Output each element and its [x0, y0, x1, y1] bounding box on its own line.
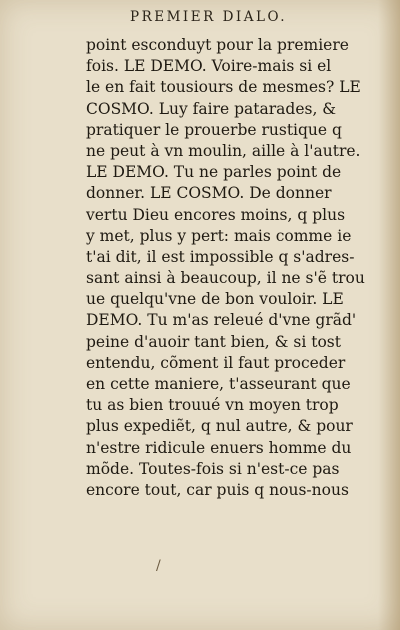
text-line: vertu Dieu encores moins, q plus [86, 205, 346, 224]
gutter-shadow [378, 0, 400, 630]
text-line: en cette maniere, t'asseurant que [86, 375, 351, 393]
text-line: n'estre ridicule enuers homme du [86, 438, 352, 457]
text-line: mõde. Toutes-fois si n'est-ce pas [86, 459, 340, 478]
text-line: tu as bien trouué vn moyen trop [86, 396, 339, 415]
text-line: point esconduyt pour la premiere [86, 36, 349, 54]
body-text [86, 35, 378, 501]
stray-mark: / [156, 558, 161, 574]
text-line: donner. LE COSMO. De donner [86, 184, 332, 203]
text-line: y met, plus y pert: mais comme ie [86, 226, 352, 245]
text-line: encore tout, car puis q nous-nous [86, 480, 349, 499]
text-line: t'ai dit, il est impossible q s'adres- [86, 247, 355, 266]
text-line: sant ainsi à beaucoup, il ne s'ẽ trou [86, 269, 365, 288]
text-line: COSMO. Luy faire patarades, & [86, 99, 337, 118]
text-line: peine d'auoir tant bien, & si tost [86, 332, 341, 351]
text-line: ue quelqu'vne de bon vouloir. LE [86, 290, 344, 309]
text-line: DEMO. Tu m'as releué d'vne grãd' [86, 311, 357, 330]
text-line: entendu, cõment il faut proceder [86, 353, 346, 372]
text-line: plus expediẽt, q nul autre, & pour [86, 417, 353, 436]
text-line: LE DEMO. Tu ne parles point de [86, 163, 342, 182]
text-line: le en fait tousiours de mesmes? LE [86, 78, 361, 97]
running-head: PREMIER DIALO. [130, 9, 288, 25]
text-line: ne peut à vn moulin, aille à l'autre. [86, 141, 361, 160]
text-line: fois. LE DEMO. Voire-mais si el [86, 57, 332, 76]
text-line: pratiquer le prouerbe rustique q [86, 120, 342, 139]
